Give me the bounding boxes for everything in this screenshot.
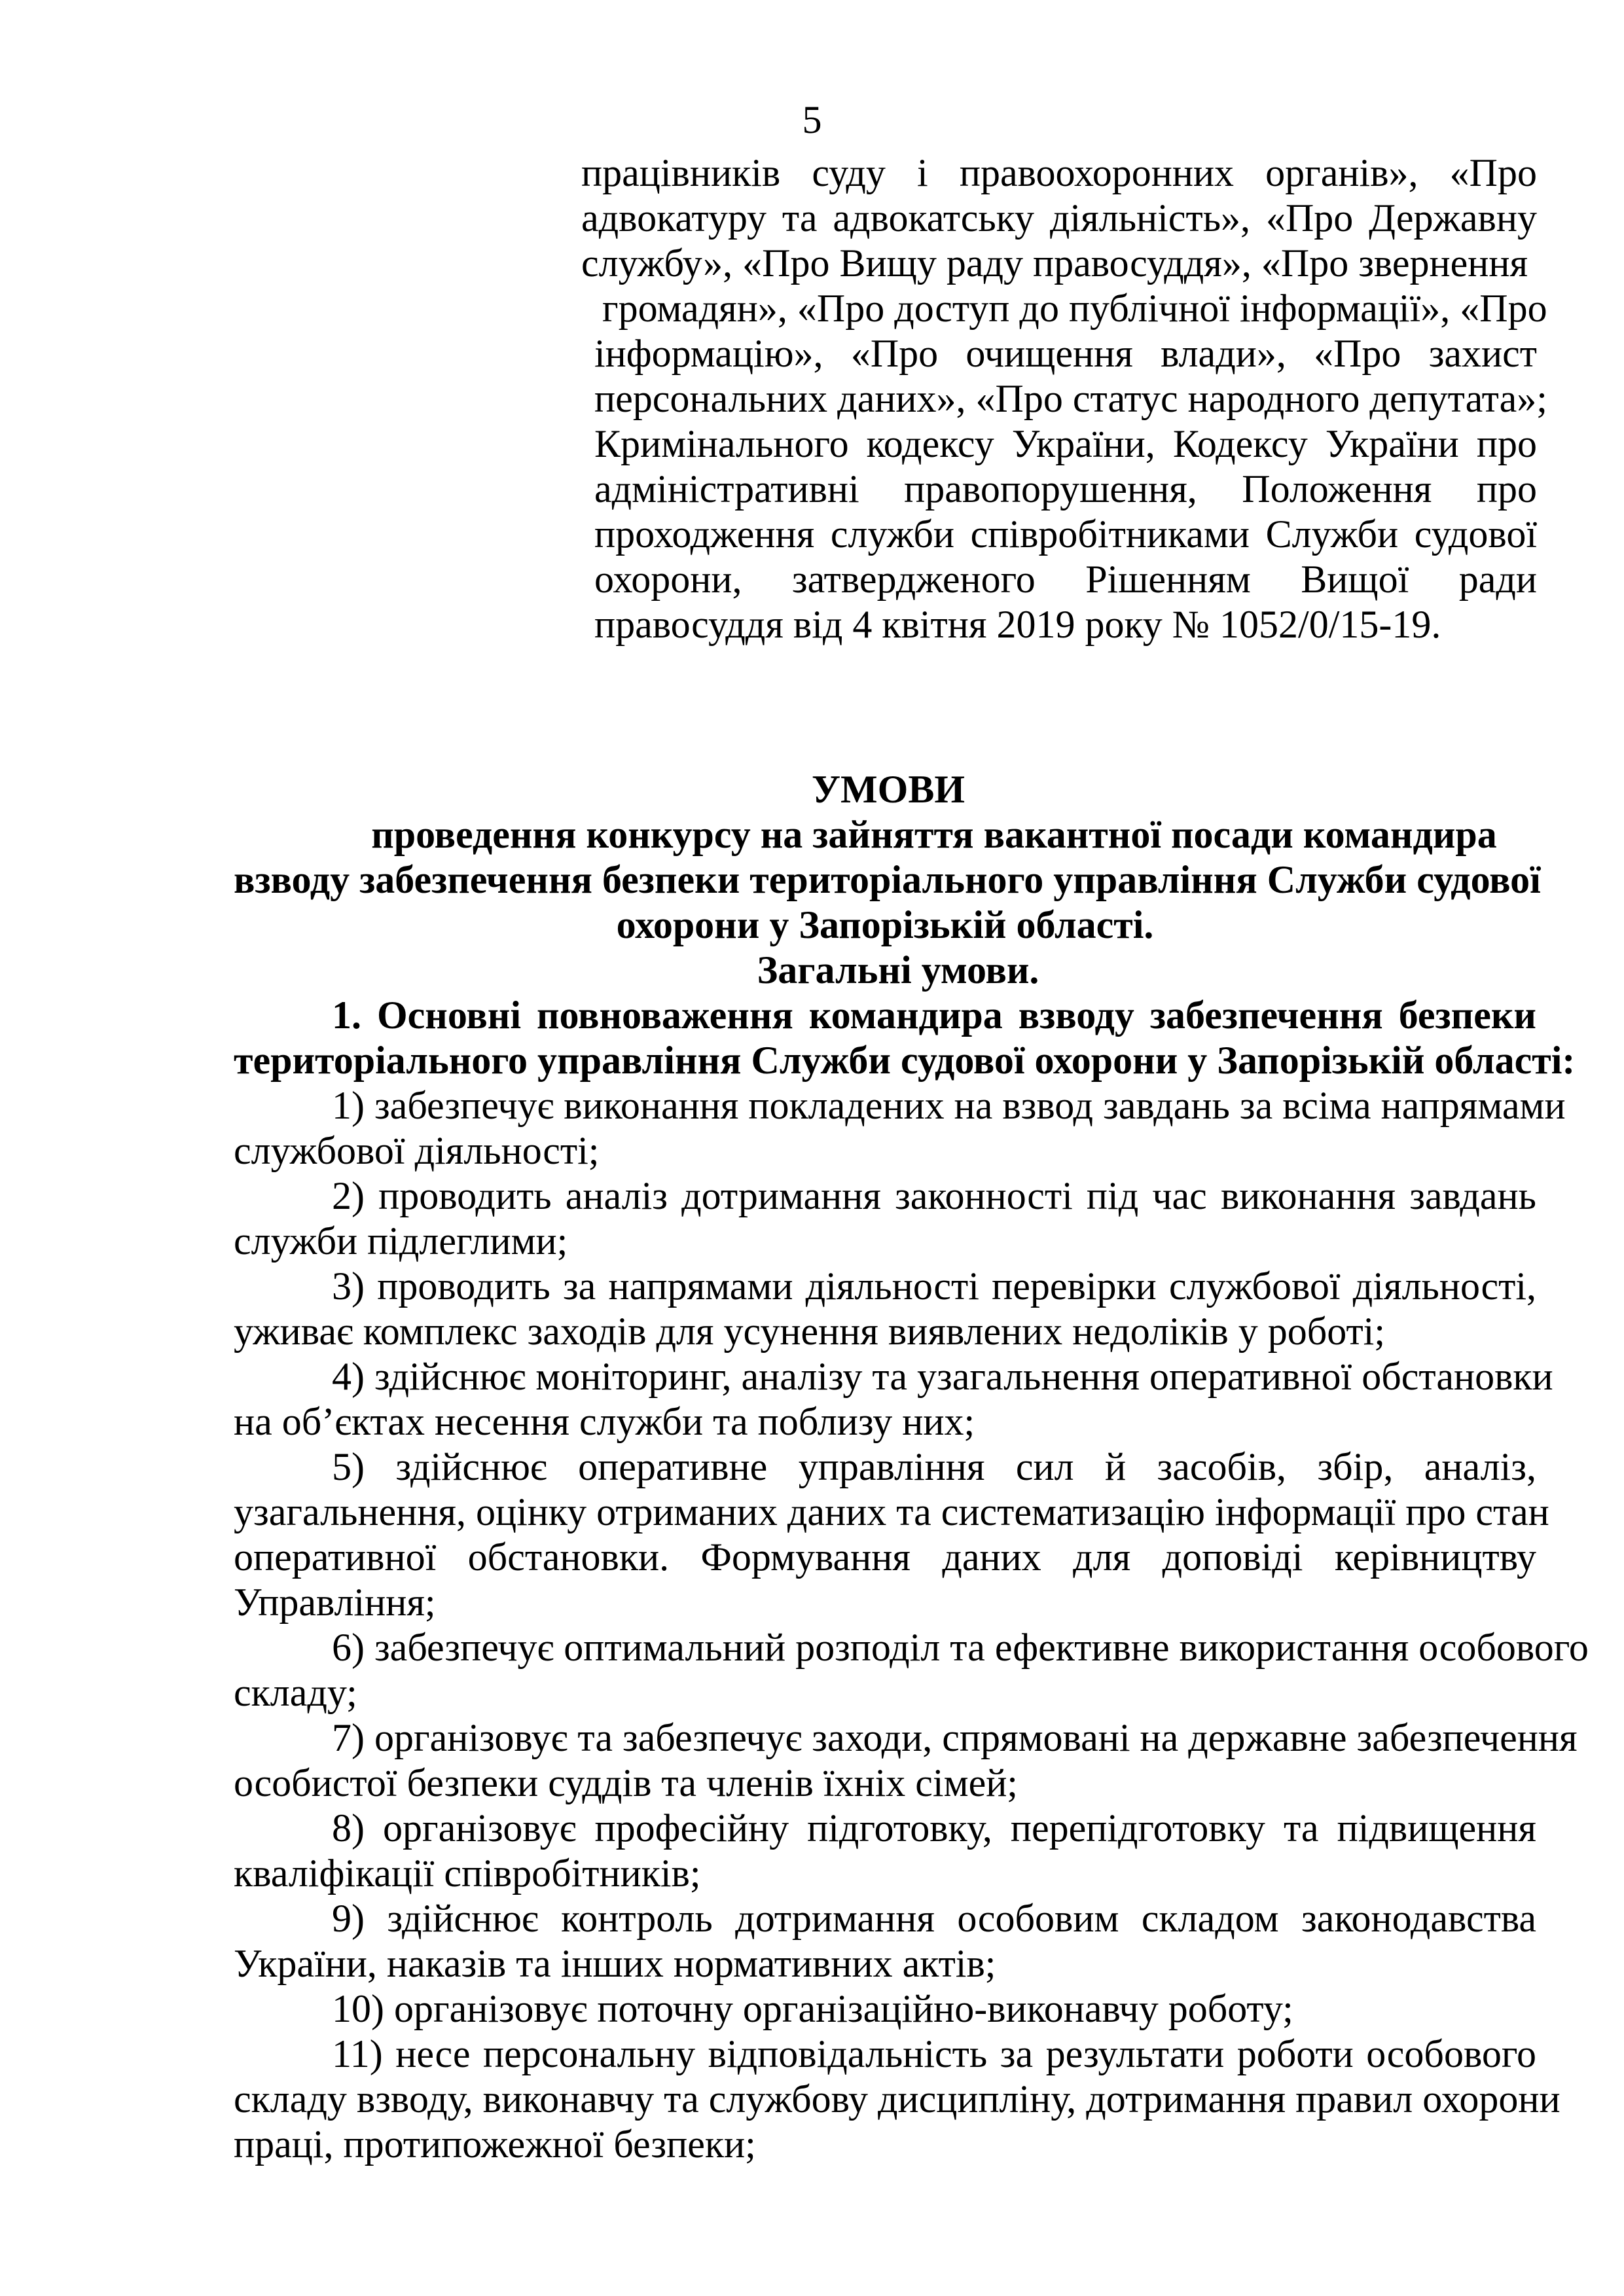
duty-line: складу; xyxy=(234,1671,357,1714)
duty-line: Управління; xyxy=(234,1581,436,1624)
duty-line: службової діяльності; xyxy=(234,1129,600,1172)
intro-line: охорони, затвердженого Рішенням Вищої ради xyxy=(594,558,1537,601)
duty-line: служби підлеглими; xyxy=(234,1219,568,1263)
duty-item xyxy=(234,1896,1536,1986)
intro-line: персональних даних», «Про статус народного депутата»; xyxy=(594,377,1547,420)
duty-line: кваліфікації співробітників; xyxy=(234,1852,701,1895)
duties-list xyxy=(234,1083,1589,2167)
section-1-heading-line: 1. Основні повноваження командира взводу забезпечення безпеки xyxy=(332,994,1536,1037)
intro-line: працівників суду і правоохоронних органів», «Про xyxy=(581,151,1537,194)
conditions-subtitle-line: проведення конкурсу на зайняття вакантної посади командира xyxy=(371,813,1497,856)
intro-line: службу», «Про Вищу раду правосуддя», «Про звернення xyxy=(581,242,1528,285)
intro-line: Кримінального кодексу України, Кодексу України про xyxy=(594,422,1537,465)
duty-line: оперативної обстановки. Формування даних для доповіді керівництву xyxy=(234,1535,1536,1579)
conditions-title: УМОВИ xyxy=(811,768,965,811)
intro-line: адміністративні правопорушення, Положення про xyxy=(594,467,1537,511)
duty-line: 2) проводить аналіз дотримання законності під час виконання завдань xyxy=(332,1174,1536,1217)
intro-line: інформацію», «Про очищення влади», «Про захист xyxy=(594,332,1537,375)
conditions-section xyxy=(234,767,1589,2167)
intro-line: громадян», «Про доступ до публічної інформації», «Про xyxy=(602,287,1547,330)
duty-item xyxy=(234,1715,1578,1806)
duty-item xyxy=(234,1083,1566,1174)
intro-line: правосуддя від 4 квітня 2019 року № 1052/0/15-19. xyxy=(594,603,1441,646)
duty-line: 6) забезпечує оптимальний розподіл та ефективне використання особового xyxy=(332,1626,1589,1669)
duty-item xyxy=(234,1444,1549,1625)
duty-item xyxy=(234,1174,1536,1264)
duty-line: праці, протипожежної безпеки; xyxy=(234,2123,756,2166)
duty-item xyxy=(234,2032,1561,2167)
duty-line: узагальнення, оцінку отриманих даних та систематизацію інформації про стан xyxy=(234,1490,1549,1534)
duty-line: на об’єктах несення служби та поблизу них; xyxy=(234,1400,975,1443)
section-1-heading-line: територіального управління Служби судової охорони у Запорізькій області: xyxy=(234,1039,1576,1082)
duty-line: особистої безпеки суддів та членів їхніх сімей; xyxy=(234,1761,1018,1804)
general-conditions-heading: Загальні умови. xyxy=(757,948,1039,992)
duty-line: уживає комплекс заходів для усунення виявлених недоліків у роботі; xyxy=(234,1310,1386,1353)
duty-line: 3) проводить за напрямами діяльності перевірки службової діяльності, xyxy=(332,1265,1536,1308)
duty-item xyxy=(234,1354,1553,1444)
conditions-subtitle-line: взводу забезпечення безпеки територіального управління Служби судової xyxy=(234,858,1541,901)
page-number: 5 xyxy=(802,98,822,141)
duty-line: складу взводу, виконавчу та службову дисципліну, дотримання правил охорони xyxy=(234,2077,1561,2121)
duty-line: 9) здійснює контроль дотримання особовим складом законодавства xyxy=(332,1897,1536,1940)
intro-text-block xyxy=(581,151,1547,647)
duty-item xyxy=(234,1806,1536,1896)
duty-line: 10) організовує поточну організаційно-виконавчу роботу; xyxy=(332,1987,1293,2030)
duty-line: 1) забезпечує виконання покладених на взвод завдань за всіма напрямами xyxy=(332,1084,1566,1127)
duty-line: 8) організовує професійну підготовку, перепідготовку та підвищення xyxy=(332,1806,1536,1850)
conditions-subtitle-line: охорони у Запорізькій області. xyxy=(616,903,1154,946)
duty-line: України, наказів та інших нормативних актів; xyxy=(234,1942,996,1985)
duty-line: 11) несе персональну відповідальність за результати роботи особового xyxy=(332,2032,1536,2075)
intro-line: проходження служби співробітниками Служби судової xyxy=(594,512,1537,556)
duty-line: 5) здійснює оперативне управління сил й засобів, збір, аналіз, xyxy=(332,1445,1536,1488)
duty-item xyxy=(234,1625,1589,1715)
intro-line: адвокатуру та адвокатську діяльність», «Про Державну xyxy=(581,196,1537,240)
duty-line: 4) здійснює моніторинг, аналізу та узагальнення оперативної обстановки xyxy=(332,1355,1553,1398)
duty-line: 7) організовує та забезпечує заходи, спрямовані на державне забезпечення xyxy=(332,1716,1578,1759)
duty-item xyxy=(234,1986,1536,2032)
duty-item xyxy=(234,1264,1536,1354)
